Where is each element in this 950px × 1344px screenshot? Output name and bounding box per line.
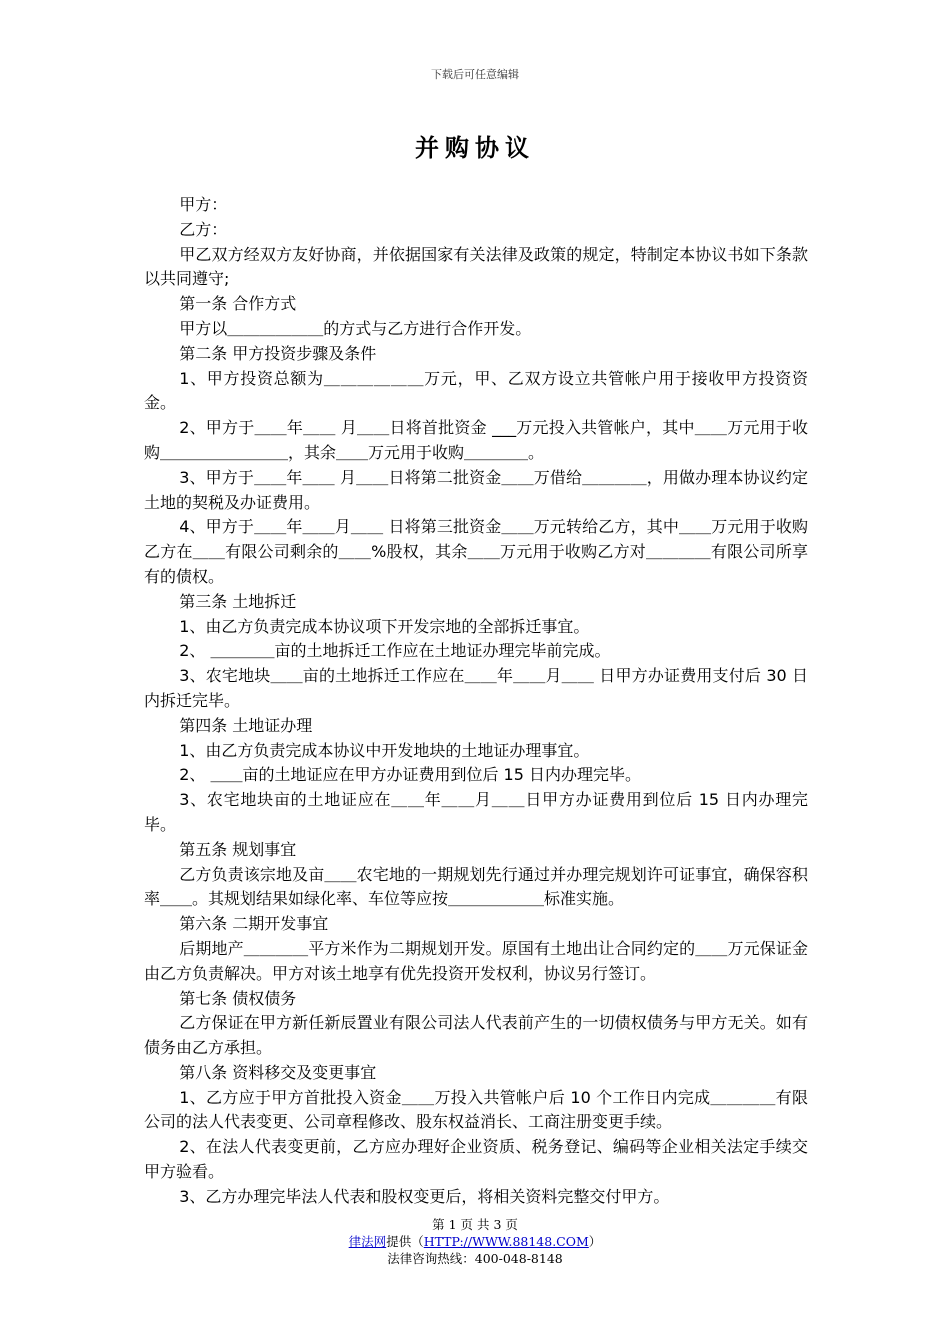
paragraph: 1、由乙方负责完成本协议项下开发宗地的全部拆迁事宜。 [179, 616, 590, 636]
page-number: 第 1 页 共 3 页 [432, 1217, 518, 1232]
party-a-line: 甲方： [179, 195, 228, 214]
paragraph: 2、在法人代表变更前，乙方应办理好企业资质、税务登记、编码等企业相关法定手续交甲方验看。 [144, 1137, 808, 1182]
document-body [144, 193, 808, 1210]
site-url-link[interactable]: HTTP://WWW.88148.COM [423, 1234, 589, 1249]
site-name-link[interactable]: 律法网 [348, 1234, 387, 1249]
article-heading: 第八条 资料移交及变更事宜 [179, 1062, 377, 1082]
provider-line [0, 1233, 950, 1250]
paragraph: 3、乙方办理完毕法人代表和股权变更后，将相关资料完整交付甲方。 [179, 1186, 670, 1206]
preamble: 甲乙双方经双方友好协商，并依据国家有关法律及政策的规定，特制定本协议书如下条款以共同遵守; [144, 244, 808, 289]
paragraph: 3、甲方于＿＿年＿＿ 月＿＿日将第二批资金＿＿万借给＿＿＿＿，用做办理本协议约定土地的契税及办证费用。 [144, 467, 808, 512]
paragraph: 乙方负责该宗地及亩＿＿农宅地的一期规划先行通过并办理完规划许可证事宜，确保容积率＿＿。其规划结果如绿化率、车位等应按＿＿＿＿＿＿标准实施。 [144, 864, 808, 909]
hotline-text: 法律咨询热线：400-048-8148 [387, 1251, 563, 1266]
article-heading: 第二条 甲方投资步骤及条件 [179, 343, 377, 363]
article-heading: 第一条 合作方式 [179, 294, 297, 314]
paragraph: 2、 ＿＿＿＿亩的土地拆迁工作应在土地证办理完毕前完成。 [179, 641, 611, 661]
paragraph: 1、甲方投资总额为＿＿＿＿＿＿万元，甲、乙双方设立共管帐户用于接收甲方投资资金。 [144, 368, 808, 413]
paragraph: 2、甲方于＿＿年＿＿ 月＿＿日将首批资金 ___万元投入共管帐户，其中＿＿万元用于收购＿＿＿＿＿＿＿＿，其余＿＿万元用于收购＿＿＿＿。 [144, 418, 808, 462]
article-heading: 第六条 二期开发事宜 [179, 914, 329, 934]
paragraph: 2、 ＿＿亩的土地证应在甲方办证费用到位后 15 日内办理完毕。 [179, 765, 641, 785]
paragraph: 4、甲方于＿＿年＿＿月＿＿ 日将第三批资金＿＿万元转给乙方，其中＿＿万元用于收购乙方在＿＿有限公司剩余的＿＿%股权，其余＿＿万元用于收购乙方对＿＿＿＿有限公司所享有的债权。 [144, 517, 808, 586]
provided-by-text: 提供（ [386, 1234, 424, 1249]
article-heading: 第五条 规划事宜 [179, 839, 297, 859]
document-title: 并购协议 [415, 134, 535, 162]
article-heading: 第七条 债权债务 [179, 988, 297, 1008]
article-heading: 第四条 土地证办理 [179, 715, 313, 735]
paragraph: 1、乙方应于甲方首批投入资金＿＿万投入共管帐户后 10 个工作日内完成＿＿＿＿有限公司的法人代表变更、公司章程修改、股东权益消长、工商注册变更手续。 [144, 1087, 808, 1132]
paragraph: 甲方以＿＿＿＿＿＿的方式与乙方进行合作开发。 [179, 318, 532, 338]
paragraph: 乙方保证在甲方新任新辰置业有限公司法人代表前产生的一切债权债务与甲方无关。如有债务由乙方承担。 [144, 1013, 808, 1058]
header-note: 下载后可任意编辑 [431, 68, 519, 81]
paragraph: 3、农宅地块＿＿亩的土地拆迁工作应在＿＿年＿＿月＿＿ 日甲方办证费用支付后 30 日内拆迁完毕。 [144, 666, 808, 710]
page-footer [0, 1216, 950, 1267]
article-heading: 第三条 土地拆迁 [179, 591, 297, 611]
paragraph: 后期地产＿＿＿＿平方米作为二期规划开发。原国有土地出让合同约定的＿＿万元保证金由乙方负责解决。甲方对该土地享有优先投资开发权利，协议另行签订。 [144, 938, 808, 983]
party-b-line: 乙方： [179, 219, 228, 239]
paragraph: 3、农宅地块亩的土地证应在＿＿年＿＿月＿＿日甲方办证费用到位后 15 日内办理完毕。 [144, 790, 808, 834]
close-paren: ） [588, 1234, 602, 1249]
paragraph: 1、由乙方负责完成本协议中开发地块的土地证办理事宜。 [179, 740, 590, 760]
